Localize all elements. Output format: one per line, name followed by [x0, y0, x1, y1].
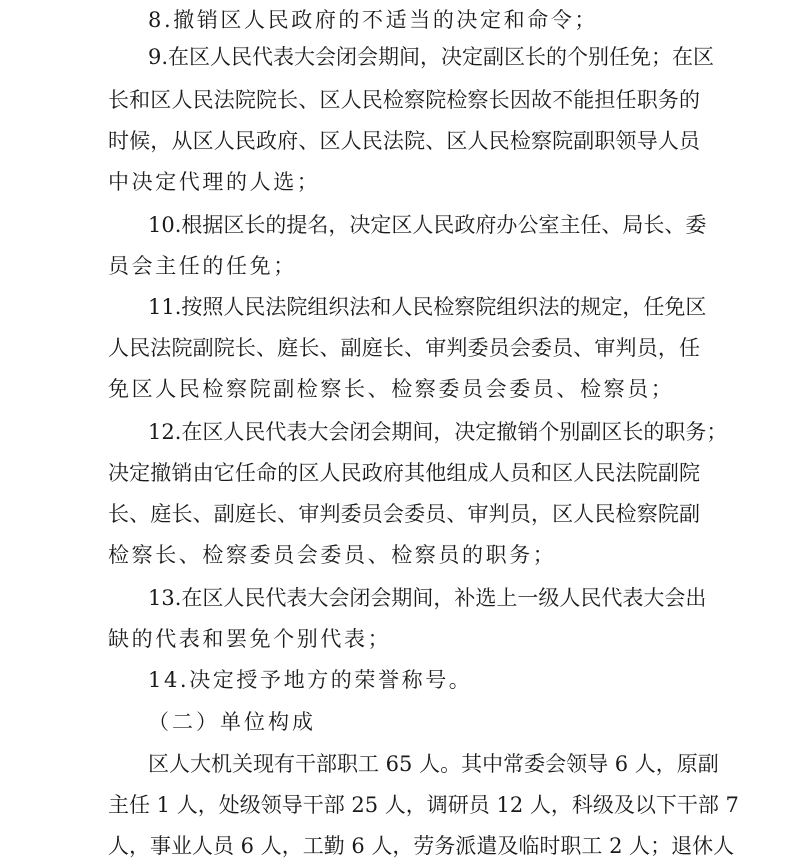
item-13-first-line: 13.在区人民代表大会闭会期间，补选上一级人民代表大会出 [148, 586, 707, 610]
staff-paragraph-first-line: 区人大机关现有干部职工 65 人。其中常委会领导 6 人，原副 [148, 752, 719, 776]
item-12-line-4: 检察长、检察委员会委员、检察员的职务； [108, 543, 557, 567]
item-10-first-line: 10.根据区长的提名，决定区人民政府办公室主任、局长、委 [148, 213, 707, 237]
item-8-line: 8.撤销区人民政府的不适当的决定和命令； [148, 8, 599, 32]
item-9-first-line: 9.在区人民代表大会闭会期间，决定副区长的个别任免；在区 [148, 45, 715, 69]
item-9-line-2: 长和区人民法院院长、区人民检察院检察长因故不能担任职务的 [108, 88, 700, 112]
item-12-line-3: 长、庭长、副庭长、审判委员会委员、审判员，区人民检察院副 [108, 502, 700, 526]
item-11-first-line: 11.按照人民法院组织法和人民检察院组织法的规定，任免区 [148, 295, 707, 319]
item-12-line-2: 决定撤销由它任命的区人民政府其他组成人员和区人民法院副院 [108, 461, 700, 485]
item-13-line-2: 缺的代表和罢免个别代表； [108, 627, 392, 651]
staff-paragraph-line-3: 人，事业人员 6 人，工勤 6 人，劳务派遣及临时职工 2 人；退休人 [108, 834, 735, 858]
item-9-line-3: 时候，从区人民政府、区人民法院、区人民检察院副职领导人员 [108, 129, 700, 153]
staff-paragraph-line-2: 主任 1 人，处级领导干部 25 人，调研员 12 人，科级及以下干部 7 [108, 793, 739, 817]
item-9-line-4: 中决定代理的人选； [108, 170, 321, 194]
item-12-first-line: 12.在区人民代表大会闭会期间，决定撤销个别副区长的职务； [148, 420, 728, 444]
item-11-line-3: 免区人民检察院副检察长、检察委员会委员、检察员； [108, 377, 675, 401]
item-14-line: 14.决定授予地方的荣誉称号。 [148, 668, 473, 692]
item-10-line-2: 员会主任的任免； [108, 254, 297, 278]
item-11-line-2: 人民法院副院长、庭长、副庭长、审判委员会委员、审判员，任 [108, 336, 700, 360]
section-heading: （二）单位构成 [148, 710, 316, 734]
